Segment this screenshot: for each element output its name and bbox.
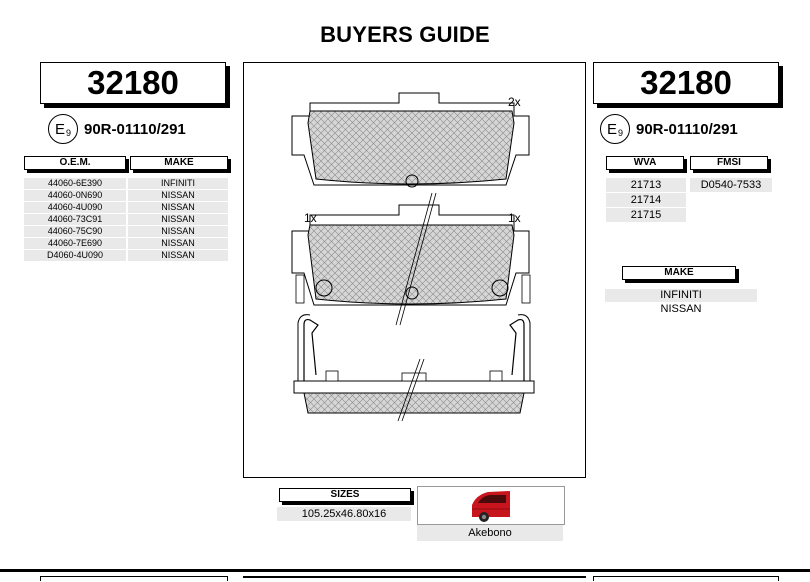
make-cell: NISSAN [128, 202, 228, 213]
make-list-item: NISSAN [605, 303, 757, 316]
oem-cell: D4060-4U090 [24, 250, 126, 261]
sizes-header: SIZES [279, 488, 411, 502]
e-mark-number: 9 [618, 128, 624, 138]
certification-left [48, 114, 186, 144]
e-mark-number: 9 [66, 128, 72, 138]
top-pad [292, 93, 529, 187]
qty-top-label: 2x [508, 95, 521, 109]
make-column [128, 178, 228, 262]
brake-pad-diagram [244, 63, 584, 476]
certification-right [600, 114, 738, 144]
make-list-header: MAKE [622, 266, 736, 280]
wva-cell: 21713 [606, 178, 686, 192]
fmsi-header: FMSI [690, 156, 768, 170]
make-cell: NISSAN [128, 226, 228, 237]
brake-pad-drawing [243, 62, 586, 478]
qty-right-label: 1x [508, 211, 521, 225]
oem-cell: 44060-0N690 [24, 190, 126, 201]
wva-cell: 21714 [606, 193, 686, 207]
e-mark-icon [48, 114, 78, 144]
e-mark-letter: E [606, 120, 617, 138]
sizes-value: 105.25x46.80x16 [277, 507, 411, 521]
fmsi-cell: D0540-7533 [690, 178, 772, 192]
oem-cell: 44060-6E390 [24, 178, 126, 189]
qty-left-label: 1x [304, 211, 317, 225]
make-cell: INFINITI [128, 178, 228, 189]
make-list [605, 289, 757, 317]
next-page-box-right [593, 576, 779, 581]
wva-column [606, 178, 686, 223]
bottom-divider [0, 569, 810, 572]
make-list-item: INFINITI [605, 289, 757, 302]
e-mark-letter: E [54, 120, 65, 138]
make-cell: NISSAN [128, 214, 228, 225]
vehicle-photo [417, 486, 565, 525]
oem-cell: 44060-73C91 [24, 214, 126, 225]
make-cell: NISSAN [128, 190, 228, 201]
middle-pad [292, 193, 530, 325]
next-page-box-center [243, 576, 586, 582]
fmsi-column [690, 178, 772, 193]
part-number-right: 32180 [593, 62, 779, 104]
page-title: BUYERS GUIDE [320, 22, 490, 47]
make-header: MAKE [130, 156, 228, 170]
red-car-icon [418, 487, 564, 524]
oem-header: O.E.M. [24, 156, 126, 170]
oem-cell: 44060-4U090 [24, 202, 126, 213]
oem-column [24, 178, 126, 262]
certification-code: 90R-01110/291 [636, 120, 738, 138]
side-view [294, 315, 534, 421]
wva-header: WVA [606, 156, 684, 170]
part-number-left: 32180 [40, 62, 226, 104]
certification-code: 90R-01110/291 [84, 120, 186, 138]
make-cell: NISSAN [128, 238, 228, 249]
wva-cell: 21715 [606, 208, 686, 222]
make-cell: NISSAN [128, 250, 228, 261]
next-page-box-left [40, 576, 228, 581]
manufacturer-name: Akebono [417, 525, 563, 541]
oem-cell: 44060-75C90 [24, 226, 126, 237]
oem-cell: 44060-7E690 [24, 238, 126, 249]
e-mark-icon [600, 114, 630, 144]
